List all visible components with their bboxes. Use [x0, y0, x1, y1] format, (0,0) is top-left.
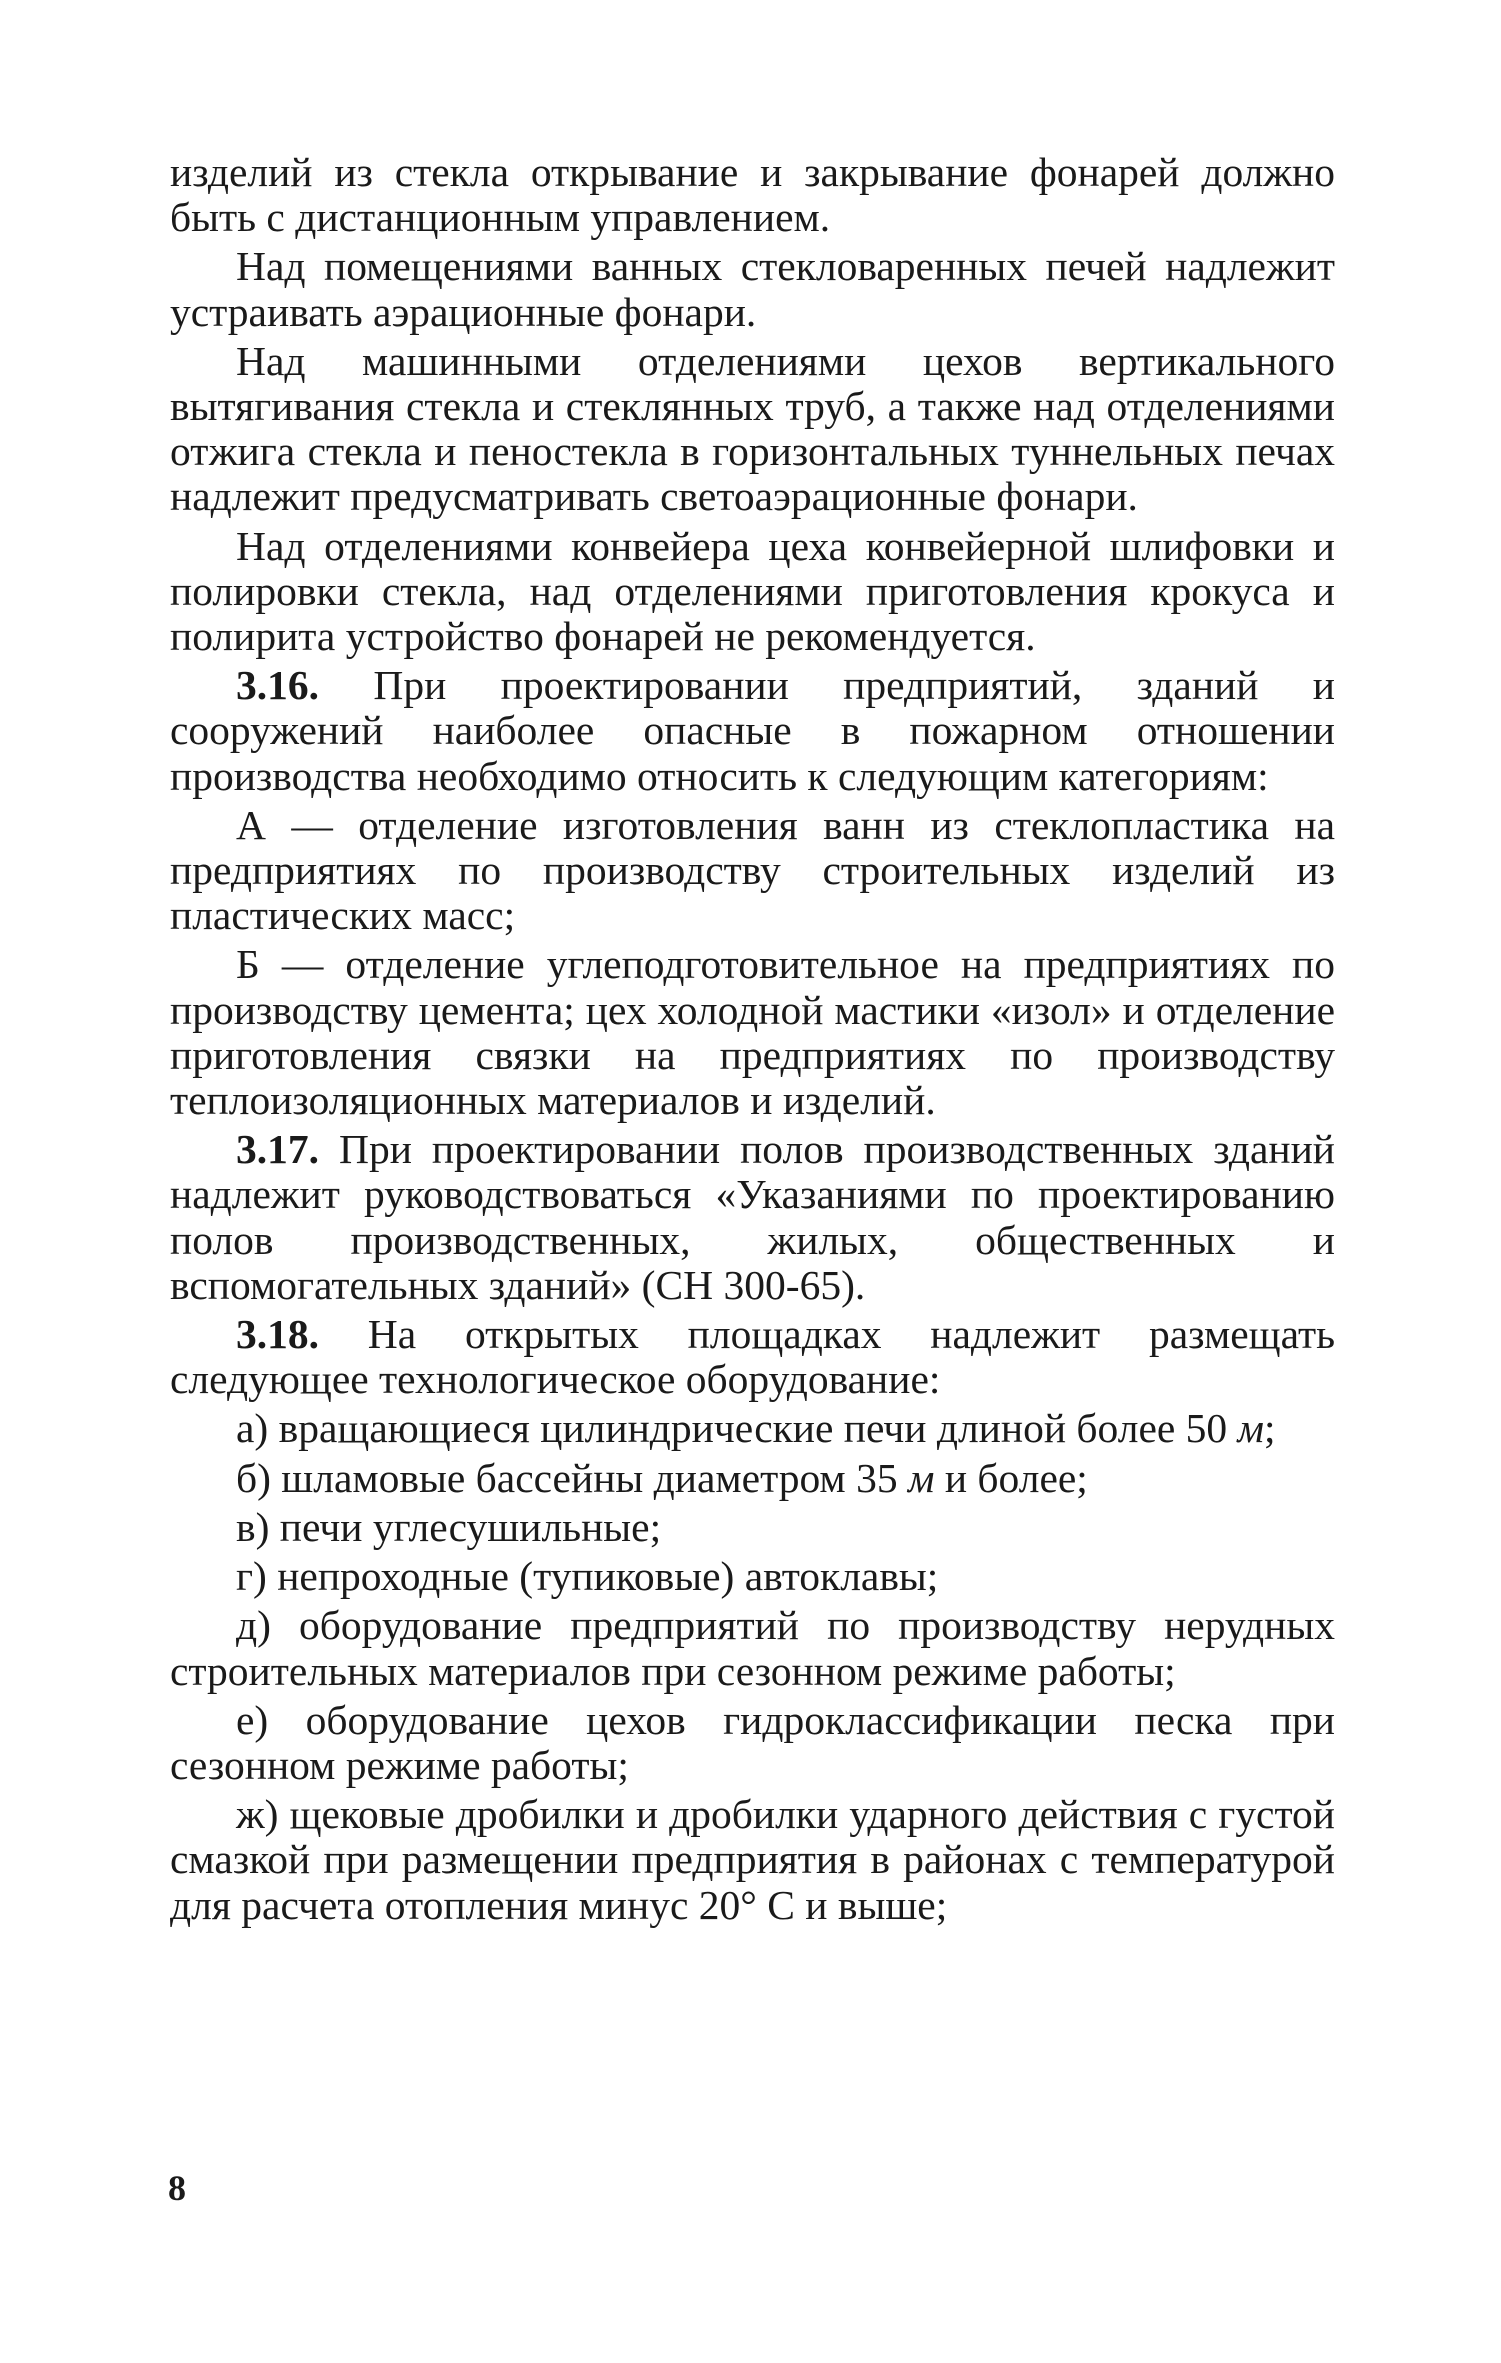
section-3-17	[170, 1127, 1335, 1308]
paragraph-text: д) оборудование предприятий по производству нерудных строительных материалов при сезонном режиме работы;	[170, 1602, 1335, 1694]
page-number: 8	[168, 2168, 186, 2208]
paragraph-text: А — отделение изготовления ванн из стеклопластика на предприятиях по производству строительных изделий из пластических масс;	[170, 801, 1335, 939]
paragraph-text: Над помещениями ванных стекловаренных печей надлежит устраивать аэрационные фонари.	[170, 243, 1335, 335]
paragraph-text: Над отделениями конвейера цеха конвейерной шлифовки и полировки стекла, над отделениями приготовления крокуса и полирита устройство фонарей не рекомендуется.	[170, 522, 1335, 660]
list-item-v	[170, 1505, 1335, 1550]
paragraph-text: ;	[1264, 1405, 1276, 1452]
list-item-a	[170, 1406, 1335, 1451]
unit-label: м	[1237, 1405, 1265, 1452]
paragraph-text: изделий из стекла открывание и закрывание фонарей должно быть с дистанционным управлением.	[170, 149, 1335, 241]
paragraph-text: Над машинными отделениями цехов вертикального вытягивания стекла и стеклянных труб, а также над отделениями отжига стекла и пеностекла в горизонтальных туннельных печах надлежит предусматривать светоаэрационные фонари.	[170, 337, 1335, 520]
list-item-e	[170, 1698, 1335, 1788]
paragraph-text: Б — отделение углеподготовительное на предприятиях по производству цемента; цех холодной мастики «изол» и отделение приготовления связки на предприятиях по производству теплоизоляционных материалов и изделий.	[170, 941, 1335, 1124]
paragraph-text: ж) щековые дробилки и дробилки ударного действия с густой смазкой при размещении предприятия в районах с температурой для расчета отопления минус 20° С и выше;	[170, 1791, 1335, 1928]
paragraph-text: б) шламовые бассейны диаметром 35	[236, 1454, 908, 1501]
section-3-16	[170, 663, 1335, 799]
paragraph-text: При проектировании полов производственных зданий надлежит руководствоваться «Указаниями по проектированию полов производственных, жилых, общественных и вспомогательных зданий» (СН 300-65).	[170, 1126, 1336, 1308]
paragraph-text: и более;	[934, 1454, 1088, 1501]
paragraph-text: а) вращающиеся цилиндрические печи длиной более 50	[236, 1405, 1238, 1452]
list-item-d	[170, 1603, 1335, 1693]
section-number: 3.16.	[236, 662, 319, 709]
paragraph-text: г) непроходные (тупиковые) автоклавы;	[236, 1553, 939, 1600]
unit-label: м	[907, 1454, 935, 1501]
list-item-b	[170, 1456, 1335, 1501]
paragraph-conveyor-departments	[170, 524, 1335, 660]
document-page	[170, 150, 1335, 1932]
paragraph-text: е) оборудование цехов гидроклассификации песка при сезонном режиме работы;	[170, 1696, 1335, 1788]
paragraph-text: При проектировании предприятий, зданий и сооружений наиболее опасные в пожарном отношении производства необходимо относить к следующим категориям:	[170, 662, 1336, 799]
section-3-18	[170, 1312, 1335, 1402]
list-item-g	[170, 1554, 1335, 1599]
paragraph-text: На открытых площадках надлежит размещать следующее технологическое оборудование:	[170, 1311, 1336, 1403]
list-item-zh	[170, 1792, 1335, 1928]
paragraph-machine-departments	[170, 339, 1335, 520]
section-number: 3.17.	[236, 1126, 319, 1173]
paragraph-aeration-lanterns	[170, 244, 1335, 334]
category-b-item	[170, 942, 1335, 1123]
paragraph-continuation	[170, 150, 1335, 240]
category-a-item	[170, 803, 1335, 939]
paragraph-text: в) печи углесушильные;	[236, 1503, 662, 1550]
section-number: 3.18.	[236, 1311, 319, 1358]
